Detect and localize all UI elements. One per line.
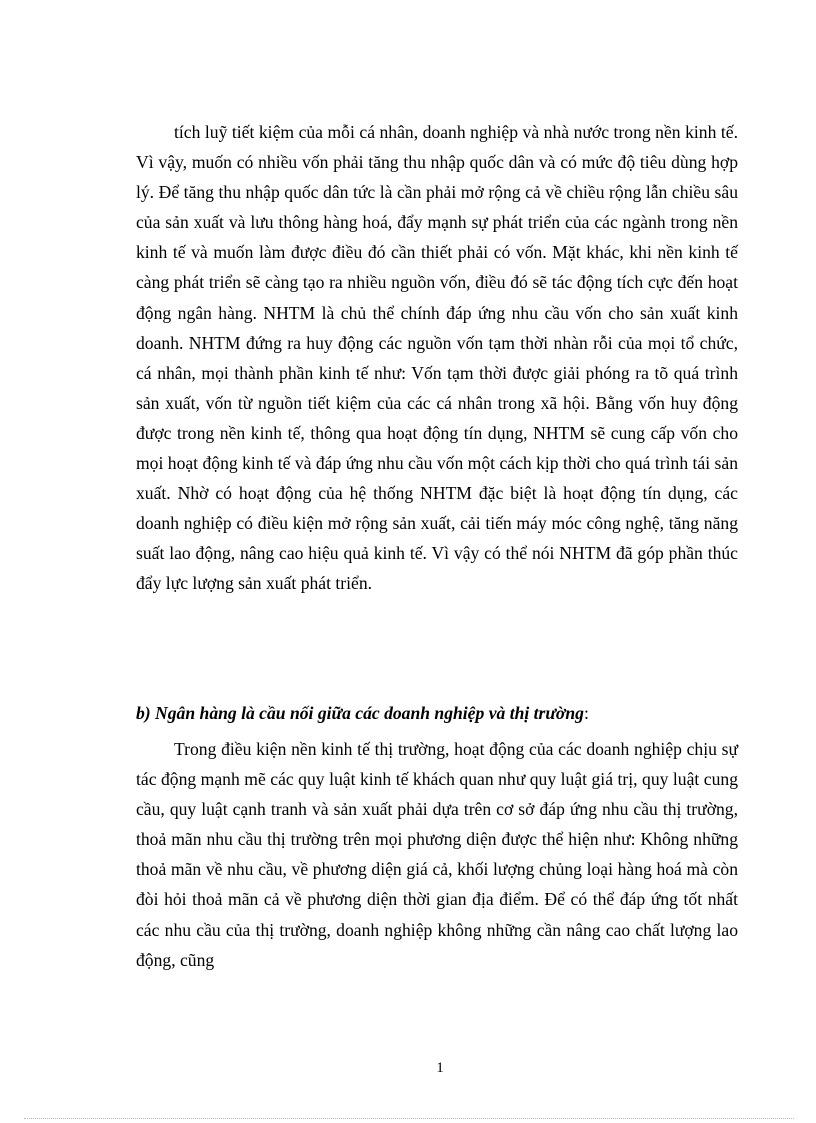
section-heading-colon: : bbox=[583, 703, 589, 723]
page-number: 1 bbox=[436, 1060, 444, 1076]
section-heading bbox=[136, 698, 738, 728]
body-paragraph: tích luỹ tiết kiệm của mỗi cá nhân, doanh nghiệp và nhà nước trong nền kinh tế. Vì vậy, muốn có nhiều vốn phải tăng thu nhập quốc dân và có mức độ tiêu dùng hợp lý. Để tăng thu nhập quốc dân tức là cần phải mở rộng cả về chiều rộng lẫn chiều sâu của sản xuất và lưu thông hàng hoá, đẩy mạnh sự phát triển của các ngành trong nền kinh tế và muốn làm được điều đó cần thiết phải có vốn. Mặt khác, khi nền kinh tế càng phát triển sẽ càng tạo ra nhiều nguồn vốn, điều đó sẽ tác động tích cực đến hoạt động ngân hàng. NHTM là chủ thể chính đáp ứng nhu cầu vốn cho sản xuất kinh doanh. NHTM đứng ra huy động các nguồn vốn tạm thời nhàn rỗi của mọi tổ chức, cá nhân, mọi thành phần kinh tế như: Vốn tạm thời được giải phóng ra tõ quá trình sản xuất, vốn từ nguồn tiết kiệm của các cá nhân trong xã hội. Bằng vốn huy động được trong nền kinh tế, thông qua hoạt động tín dụng, NHTM sẽ cung cấp vốn cho mọi hoạt động kinh tế và đáp ứng nhu cầu vốn một cách kịp thời cho quá trình tái sản xuất. Nhờ có hoạt động của hệ thống NHTM đặc biệt là hoạt động tín dụng, các doanh nghiệp có điều kiện mở rộng sản xuất, cải tiến máy móc công nghệ, tăng năng suất lao động, nâng cao hiệu quả kinh tế. Vì vậy có thể nói NHTM đã góp phần thúc đẩy lực lượng sản xuất phát triển. bbox=[136, 122, 738, 594]
page-break-divider bbox=[24, 1118, 794, 1119]
section-heading-text: b) Ngân hàng là cầu nối giữa các doanh nghiệp và thị trường bbox=[136, 703, 584, 723]
body-paragraph: Trong điều kiện nền kinh tế thị trường, hoạt động của các doanh nghiệp chịu sự tác động mạnh mẽ các quy luật kinh tế khách quan như quy luật giá trị, quy luật cung cầu, quy luật cạnh tranh và sản xuất phải dựa trên cơ sở đáp ứng nhu cầu thị trường, thoả mãn nhu cầu thị trường trên mọi phương diện được thể hiện như: Không những thoả mãn về nhu cầu, về phương diện giá cả, khối lượng chủng loại hàng hoá mà còn đòi hỏi thoả mãn cả về phương diện thời gian địa điểm. Để có thể đáp ứng tốt nhất các nhu cầu của thị trường, doanh nghiệp không những cần nâng cao chất lượng lao động, cũng bbox=[136, 739, 738, 970]
